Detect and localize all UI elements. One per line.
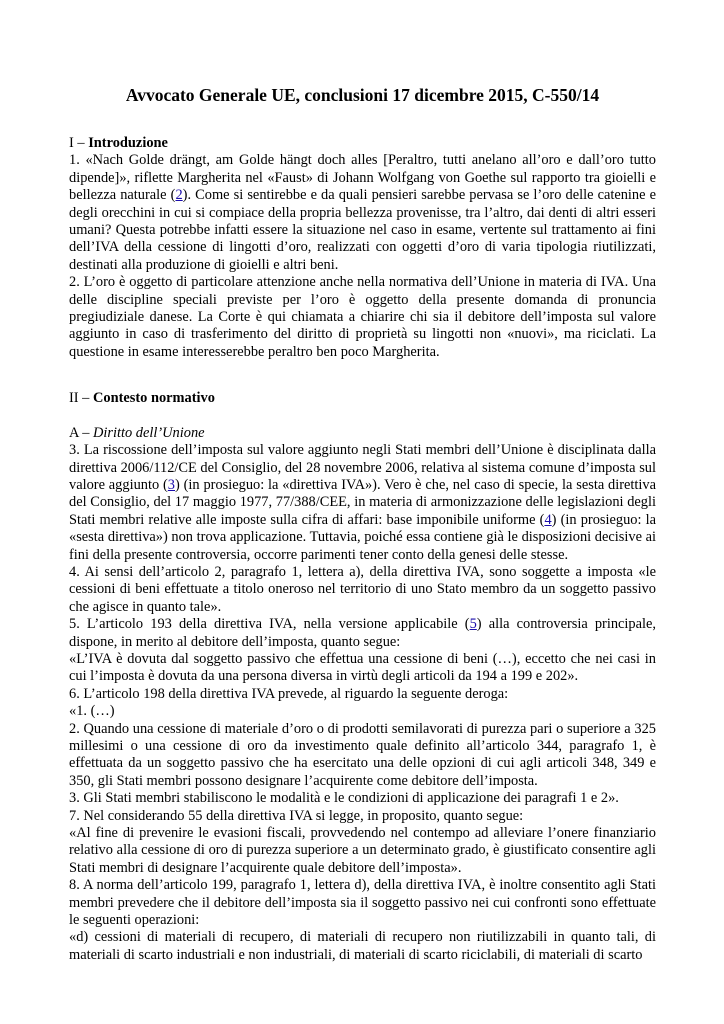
footnote-link-2[interactable]: 2 <box>175 187 183 204</box>
quote-199-d: «d) cessioni di materiali di recupero, di materiali di recupero non riutilizzabili in quanto tali, di materiali di scarto industriali e non industriali, di materiali di scarto riciclabili, di materiali di scarto <box>69 929 656 963</box>
quote-198-1: «1. (…) <box>69 703 115 720</box>
section-heading: I – Introduzione <box>69 135 168 151</box>
paragraph-7: 7. Nel considerando 55 della direttiva IVA si legge, in proposito, quanto segue: <box>69 807 524 824</box>
quote-considerando-55: «Al fine di prevenire le evasioni fiscali, provvedendo nel contempo ad alleviare l’onere finanziario relativo alla cessione di oro di purezza superiore a un determinato grado, è giustificato consentire agli Stati membri di designare l’acquirente quale debitore dell’imposta». <box>69 825 656 876</box>
footnote-link-4[interactable]: 4 <box>544 511 552 528</box>
subsection-heading: A – Diritto dell’Unione <box>69 424 205 441</box>
quote-198-3: 3. Gli Stati membri stabiliscono le modalità e le condizioni di applicazione dei paragrafi 1 e 2». <box>69 790 619 807</box>
paragraph-3: 3. La riscossione dell’imposta sul valore aggiunto negli Stati membri dell’Unione è disciplinata dalla direttiva 2006/112/CE del Consiglio, del 28 novembre 2006, relativa al sistema comune d’imposta sul valore aggiunto (3) (in prosieguo: la «direttiva IVA»). Vero è che, nel caso di specie, la sesta direttiva del Consiglio, del 17 maggio 1977, 77/388/CEE, in materia di armonizzazione delle legislazioni degli Stati membri relative alle imposte sulla cifra di affari: base imponibile uniforme (4) (in prosieguo: la «sesta direttiva») non trova applicazione. Tuttavia, poiché essa contiene già le disposizioni decisive ai fini della presente controversia, occorre parimenti tener conto della genesi delle stesse. <box>69 442 657 563</box>
paragraph-5: 5. L’articolo 193 della direttiva IVA, nella versione applicabile (5) alla controversia principale, dispone, in merito al debitore dell’imposta, quanto segue: <box>69 616 656 650</box>
quote-198-2: 2. Quando una cessione di materiale d’oro o di prodotti semilavorati di purezza pari o superiore a 325 millesimi o una cessione di oro da investimento quale definito all’articolo 344, paragrafo 1, è effettuata da un soggetto passivo che ha esercitato una delle opzioni di cui agli articoli 348, 349 e 350, gli Stati membri possono designare l’acquirente come debitore dell’imposta. <box>69 720 656 789</box>
footnote-link-3[interactable]: 3 <box>167 476 175 493</box>
section-heading: II – Contesto normativo <box>69 390 215 407</box>
paragraph-4: 4. Ai sensi dell’articolo 2, paragrafo 1, lettera a), della direttiva IVA, sono soggette a imposta «le cessioni di beni effettuate a titolo oneroso nel territorio di uno Stato membro da un soggetto passivo che agisce in quanto tale». <box>69 563 656 615</box>
quote-article-193: «L’IVA è dovuta dal soggetto passivo che effettua una cessione di beni (…), eccetto che nei casi in cui l’imposta è dovuta da una persona diversa in virtù degli articoli da 194 a 199 e 202». <box>69 650 656 685</box>
paragraph-2: 2. L’oro è oggetto di particolare attenzione anche nella normativa dell’Unione in materia di IVA. Una delle discipline speciali previste per l’oro è oggetto della presente domanda di pronuncia pregiudiziale danese. La Corte è qui chiamata a chiarire chi sia il debitore dell’imposta sul valore aggiunto in caso di trasferimento del diritto di proprietà su lingotti non «nuovi», ma riciclati. La questione in esame interesserebbe peraltro ben poco Margherita. <box>69 274 656 360</box>
section-introduzione <box>69 135 656 361</box>
paragraph-1: 1. «Nach Golde drängt, am Golde hängt doch alles [Peraltro, tutti anelano all’oro e dall’oro tutto dipende]», riflette Margherita nel «Faust» di Johann Wolfgang von Goethe sul rapporto tra gioielli e bellezza naturale (2). Come si sentirebbe e da quali pensieri sarebbe pervasa se l’oro delle catenine e degli orecchini in cui si compiace della propria bellezza provenisse, tra l’altro, dai denti di altri esseri umani? Questa potrebbe infatti essere la situazione nel caso in esame, vertente sul trattamento ai fini dell’IVA della cessione di lingotti d’oro, realizzati con oggetti d’oro di varia tipologia riutilizzati, destinati alla produzione di gioielli e altri beni. <box>69 152 656 273</box>
footnote-link-5[interactable]: 5 <box>469 616 477 633</box>
section-contesto-normativo <box>69 390 656 964</box>
paragraph-6: 6. L’articolo 198 della direttiva IVA prevede, al riguardo la seguente deroga: <box>69 685 509 702</box>
paragraph-8: 8. A norma dell’articolo 199, paragrafo 1, lettera d), della direttiva IVA, è inoltre consentito agli Stati membri prevedere che il debitore dell’imposta sia il soggetto passivo nei cui confronti sono effettuate le seguenti operazioni: <box>69 877 656 929</box>
document-title: Avvocato Generale UE, conclusioni 17 dicembre 2015, C-550/14 <box>125 85 600 105</box>
